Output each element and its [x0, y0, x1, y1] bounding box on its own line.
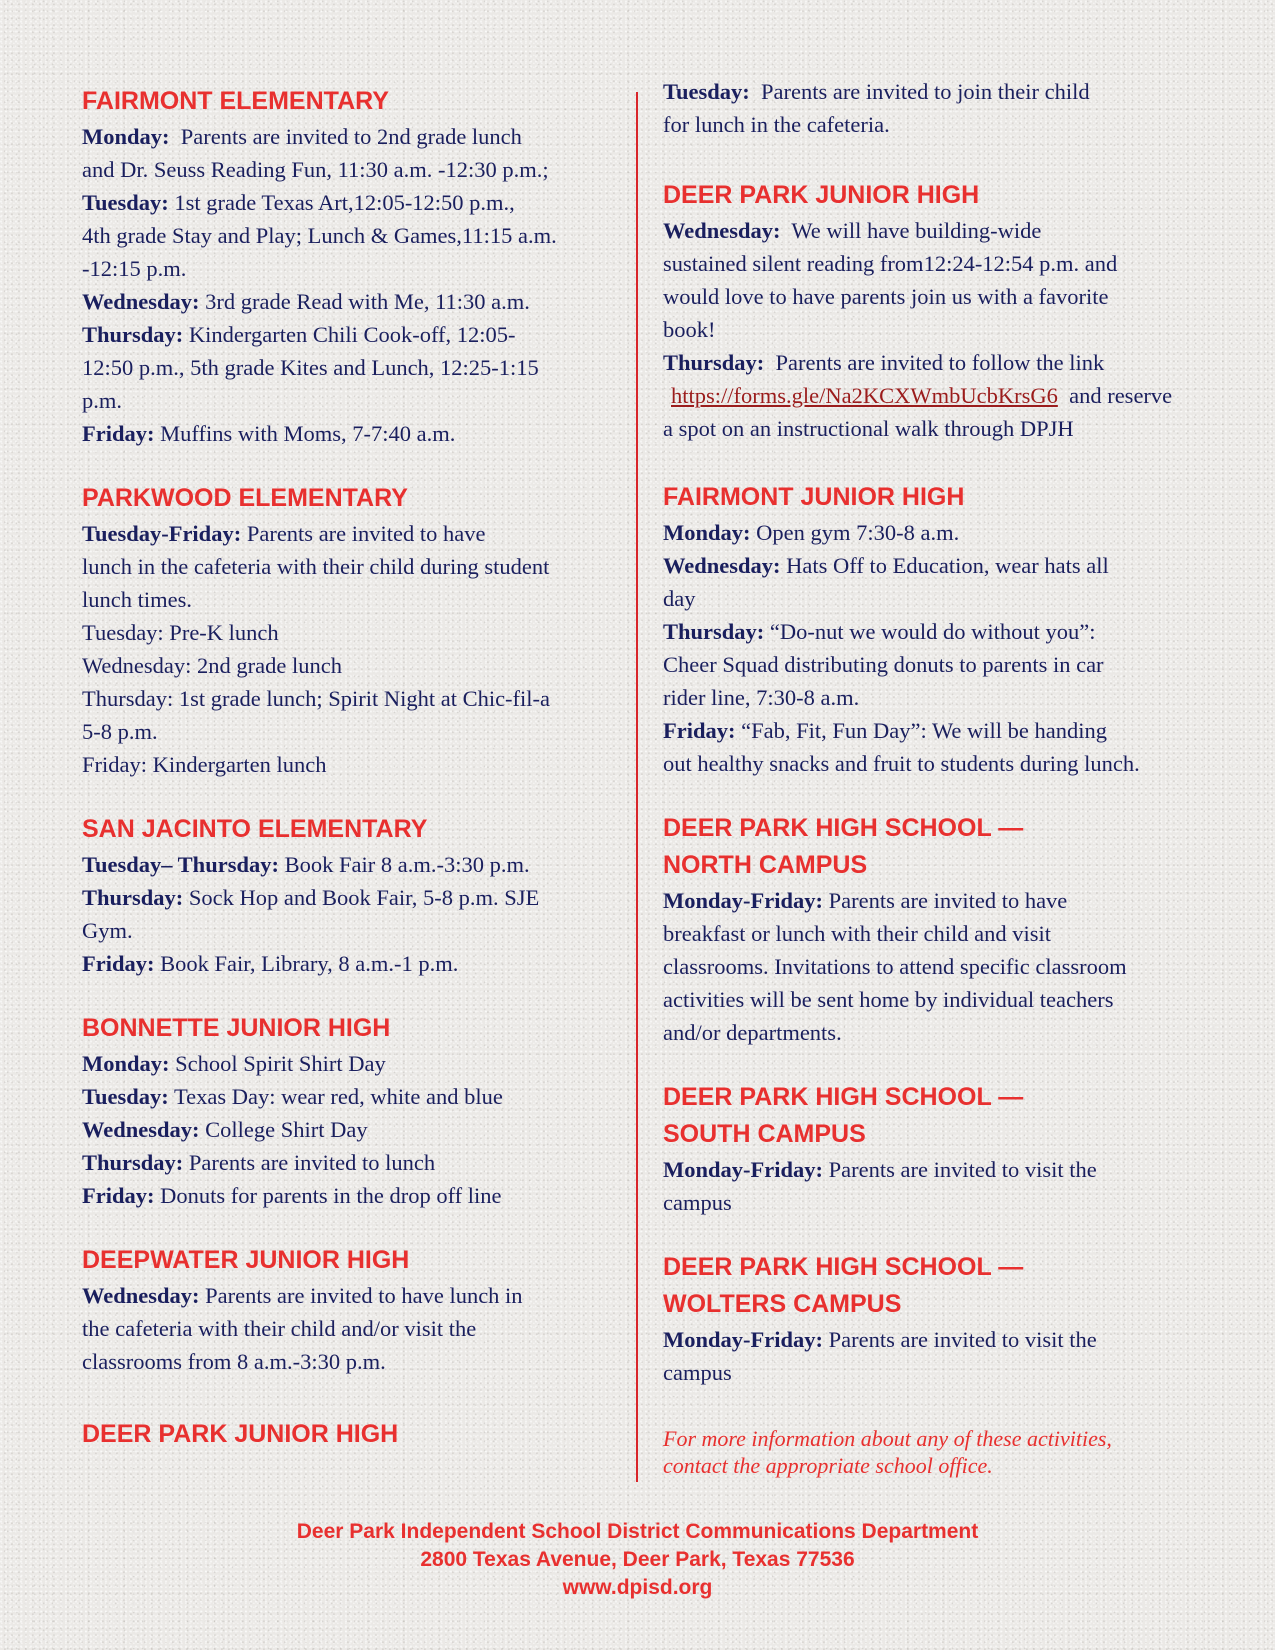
event-text: Parents are invited to have [246, 521, 486, 546]
section-subtitle: WOLTERS CAMPUS [663, 1290, 902, 1318]
section-title: BONNETTE JUNIOR HIGH [82, 1014, 391, 1042]
schedule-line [663, 549, 1203, 582]
schedule-line [82, 186, 617, 219]
section-bonnette-junior-high [82, 1010, 617, 1212]
schedule-line [663, 379, 1203, 412]
day-label: Monday-Friday: [663, 1327, 823, 1352]
schedule-line [82, 1080, 617, 1113]
schedule-line: Wednesday: 2nd grade lunch [82, 653, 342, 678]
schedule-line: campus [663, 1360, 732, 1385]
footer-address: 2800 Texas Avenue, Deer Park, Texas 77536 [420, 1548, 855, 1571]
reservation-link[interactable]: https://forms.gle/Na2KCXWmbUcbKrsG6 [671, 383, 1058, 408]
event-text: Donuts for parents in the drop off line [160, 1183, 502, 1208]
schedule-line [663, 1153, 1203, 1186]
day-label: Thursday: [663, 350, 765, 375]
schedule-line [82, 1047, 617, 1080]
event-text: 1st grade Texas Art,12:05-12:50 p.m., [174, 190, 515, 215]
day-label: Friday: [663, 718, 736, 743]
schedule-line: p.m. [82, 388, 123, 413]
day-label: Monday-Friday: [663, 888, 823, 913]
event-text: Muffins with Moms, 7-7:40 a.m. [160, 421, 456, 446]
day-label: Wednesday: [82, 1283, 200, 1308]
schedule-line: out healthy snacks and fruit to students during lunch. [663, 751, 1140, 776]
section-title: DEER PARK HIGH SCHOOL — [663, 814, 1024, 842]
day-label: Thursday: [82, 1150, 184, 1175]
schedule-line: day [663, 586, 696, 611]
section-dphs-wolters-campus [663, 1249, 1203, 1389]
section-title: FAIRMONT ELEMENTARY [82, 87, 389, 115]
schedule-line [82, 285, 617, 318]
right-column [663, 75, 1203, 1479]
schedule-line: and Dr. Seuss Reading Fun, 11:30 a.m. -12:30 p.m.; [82, 157, 549, 182]
schedule-line: -12:15 p.m. [82, 256, 187, 281]
schedule-line: classrooms. Invitations to attend specific classroom [663, 954, 1127, 979]
schedule-line [82, 318, 617, 351]
schedule-line: lunch in the cafeteria with their child during student [82, 554, 550, 579]
day-label: Thursday: [82, 885, 184, 910]
schedule-line [82, 517, 617, 550]
section-title: PARKWOOD ELEMENTARY [82, 484, 408, 512]
schedule-line [663, 884, 1203, 917]
day-label: Tuesday-Friday: [82, 521, 242, 546]
section-dphs-south-campus [663, 1079, 1203, 1219]
section-title: SAN JACINTO ELEMENTARY [82, 815, 428, 843]
event-text: Parents are invited to follow the link [775, 350, 1105, 375]
info-note-line: For more information about any of these activities, [663, 1426, 1112, 1451]
section-title: DEER PARK HIGH SCHOOL — [663, 1083, 1024, 1111]
event-text: Open gym 7:30-8 a.m. [756, 520, 960, 545]
schedule-line: 4th grade Stay and Play; Lunch & Games,11:15 a.m. [82, 223, 557, 248]
section-deer-park-junior-high-continued [663, 75, 1203, 141]
schedule-line [663, 214, 1203, 247]
day-label: Wednesday: [82, 289, 200, 314]
day-label: Wednesday: [82, 1117, 200, 1142]
event-text: 3rd grade Read with Me, 11:30 a.m. [205, 289, 530, 314]
event-text: Parents are invited to lunch [188, 1150, 436, 1175]
event-text: We will have building-wide [791, 218, 1042, 243]
schedule-line: breakfast or lunch with their child and visit [663, 921, 1052, 946]
schedule-line: would love to have parents join us with a favorite [663, 284, 1109, 309]
schedule-line: Tuesday: Pre-K lunch [82, 620, 279, 645]
schedule-line: campus [663, 1190, 732, 1215]
schedule-line [82, 1146, 617, 1179]
event-text: Parents are invited to 2nd grade lunch [180, 124, 522, 149]
schedule-line: rider line, 7:30-8 a.m. [663, 685, 860, 710]
column-divider [636, 92, 638, 1482]
section-dphs-north-campus [663, 810, 1203, 1049]
schedule-line [82, 947, 617, 980]
day-label: Monday: [82, 1051, 170, 1076]
event-text: “Fab, Fit, Fun Day”: We will be handing [741, 718, 1107, 743]
schedule-line: classrooms from 8 a.m.-3:30 p.m. [82, 1349, 386, 1374]
event-text: Texas Day: wear red, white and blue [173, 1084, 503, 1109]
day-label: Tuesday: [663, 79, 750, 104]
schedule-line: Friday: Kindergarten lunch [82, 752, 327, 777]
day-label: Monday-Friday: [663, 1157, 823, 1182]
section-title: DEEPWATER JUNIOR HIGH [82, 1246, 410, 1274]
schedule-line: 5-8 p.m. [82, 719, 158, 744]
event-text: Parents are invited to join their child [760, 79, 1090, 104]
schedule-line [82, 881, 617, 914]
footer-department: Deer Park Independent School District Communications Department [296, 1520, 979, 1543]
event-text: Parents are invited to have lunch in [205, 1283, 523, 1308]
schedule-line [82, 1113, 617, 1146]
schedule-line: sustained silent reading from12:24-12:54 p.m. and [663, 251, 1118, 276]
schedule-line [82, 120, 617, 153]
event-text: Hats Off to Education, wear hats all [786, 553, 1109, 578]
day-label: Friday: [82, 1183, 155, 1208]
event-text: Book Fair, Library, 8 a.m.-1 p.m. [160, 951, 459, 976]
day-label: Friday: [82, 421, 155, 446]
event-text: “Do-nut we would do without you”: [769, 619, 1096, 644]
schedule-line: 12:50 p.m., 5th grade Kites and Lunch, 12:25-1:15 [82, 355, 539, 380]
schedule-line [82, 848, 617, 881]
day-label: Thursday: [82, 322, 184, 347]
day-label: Tuesday: [82, 1084, 169, 1109]
section-title: DEER PARK JUNIOR HIGH [663, 181, 980, 209]
event-text: Parents are invited to have [828, 888, 1068, 913]
event-text: Book Fair 8 a.m.-3:30 p.m. [284, 852, 530, 877]
day-label: Tuesday– Thursday: [82, 852, 279, 877]
schedule-line: for lunch in the cafeteria. [663, 112, 890, 137]
event-text: College Shirt Day [205, 1117, 368, 1142]
section-parkwood-elementary [82, 480, 617, 781]
event-text: School Spirit Shirt Day [175, 1051, 386, 1076]
schedule-line: and/or departments. [663, 1020, 842, 1045]
schedule-line [663, 516, 1203, 549]
section-deepwater-junior-high [82, 1242, 617, 1378]
section-deer-park-junior-high [663, 177, 1203, 445]
schedule-line [663, 1323, 1203, 1356]
section-subtitle: NORTH CAMPUS [663, 851, 868, 879]
event-text: Parents are invited to visit the [828, 1327, 1097, 1352]
schedule-line: Thursday: 1st grade lunch; Spirit Night at Chic-fil-a [82, 686, 551, 711]
schedule-line [663, 714, 1203, 747]
info-note-line: contact the appropriate school office. [663, 1453, 993, 1478]
schedule-line [663, 75, 1203, 108]
schedule-line: activities will be sent home by individual teachers [663, 987, 1114, 1012]
schedule-line [663, 346, 1203, 379]
day-label: Tuesday: [82, 190, 169, 215]
info-note [663, 1425, 1203, 1479]
schedule-line: the cafeteria with their child and/or visit the [82, 1316, 477, 1341]
footer-website[interactable]: www.dpisd.org [562, 1576, 713, 1599]
schedule-line: a spot on an instructional walk through DPJH [663, 416, 1074, 441]
event-text: and reserve [1069, 383, 1173, 408]
schedule-line [663, 615, 1203, 648]
section-subtitle: SOUTH CAMPUS [663, 1120, 866, 1148]
section-title: DEER PARK JUNIOR HIGH [82, 1420, 399, 1448]
section-title: DEER PARK HIGH SCHOOL — [663, 1253, 1024, 1281]
schedule-line: Cheer Squad distributing donuts to parents in car [663, 652, 1104, 677]
day-label: Wednesday: [663, 553, 781, 578]
day-label: Friday: [82, 951, 155, 976]
day-label: Monday: [82, 124, 170, 149]
day-label: Thursday: [663, 619, 765, 644]
schedule-line [82, 1279, 617, 1312]
schedule-line: lunch times. [82, 587, 192, 612]
schedule-line: Gym. [82, 918, 133, 943]
left-column [82, 75, 617, 1483]
event-text: Parents are invited to visit the [828, 1157, 1097, 1182]
schedule-line [82, 1179, 617, 1212]
day-label: Monday: [663, 520, 751, 545]
day-label: Wednesday: [663, 218, 781, 243]
footer [0, 1518, 1275, 1602]
section-fairmont-junior-high [663, 479, 1203, 780]
section-fairmont-elementary [82, 83, 617, 450]
event-text: Sock Hop and Book Fair, 5-8 p.m. SJE [188, 885, 540, 910]
event-text: Kindergarten Chili Cook-off, 12:05- [188, 322, 516, 347]
section-san-jacinto-elementary [82, 811, 617, 980]
section-deer-park-junior-high-start [82, 1416, 617, 1453]
schedule-line: book! [663, 317, 716, 342]
schedule-line [82, 417, 617, 450]
section-title: FAIRMONT JUNIOR HIGH [663, 483, 965, 511]
